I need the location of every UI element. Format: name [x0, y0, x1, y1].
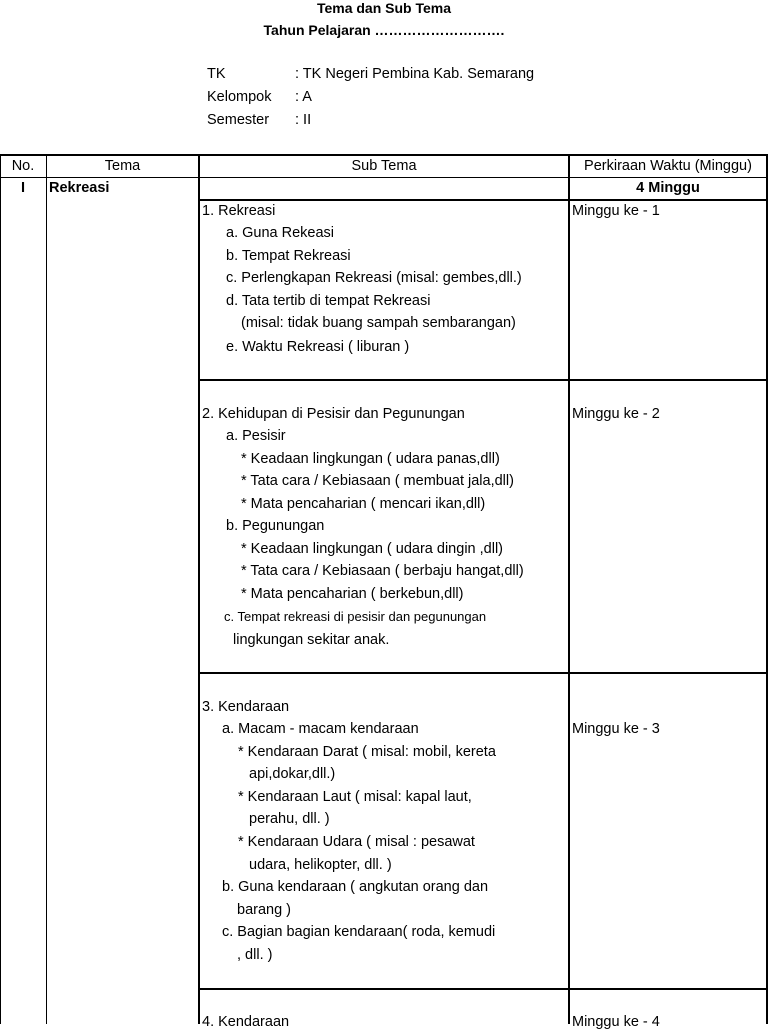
section-2-line: b. Pegunungan: [226, 518, 325, 534]
section-1-border: [198, 379, 768, 381]
section-3-line: b. Guna kendaraan ( angkutan orang dan: [222, 879, 489, 895]
section-3-line: , dll. ): [237, 947, 273, 963]
info-kelompok-value: : A: [295, 89, 312, 105]
section-2-line: * Mata pencaharian ( berkebun,dll): [241, 586, 464, 602]
table-left-border: [0, 154, 1, 1024]
col-divider-no: [46, 154, 47, 1024]
section-3-line: c. Bagian bagian kendaraan( roda, kemudi: [222, 924, 496, 940]
col-divider-subtema: [568, 154, 570, 1024]
section-3-minggu: Minggu ke - 3: [572, 721, 660, 737]
section-4-line: 4. Kendaraan: [202, 1014, 290, 1030]
section-1-line: e. Waktu Rekreasi ( liburan ): [226, 339, 410, 355]
info-semester-value: : II: [295, 112, 312, 128]
col-divider-tema: [198, 154, 200, 1024]
section-3-line: * Kendaraan Udara ( misal : pesawat: [238, 834, 475, 850]
section-2-line: 2. Kehidupan di Pesisir dan Pegunungan: [202, 406, 465, 422]
section-3-line: * Kendaraan Darat ( misal: mobil, kereta: [238, 744, 496, 760]
section-2-line: * Keadaan lingkungan ( udara dingin ,dll): [241, 541, 503, 557]
section-2-line: * Tata cara / Kebiasaan ( berbaju hangat,dll): [241, 563, 524, 579]
row-total-weeks: 4 Minggu: [636, 180, 700, 196]
info-tk-value: : TK Negeri Pembina Kab. Semarang: [295, 66, 535, 82]
section-1-line: (misal: tidak buang sampah sembarangan): [241, 315, 516, 331]
info-semester-key: Semester: [207, 112, 270, 128]
total-row-border: [198, 199, 768, 201]
school-year-label: Tahun Pelajaran ……………………….: [263, 22, 505, 38]
section-3-line: api,dokar,dll.): [249, 766, 336, 782]
section-3-line: perahu, dll. ): [249, 811, 330, 827]
section-2-line: a. Pesisir: [226, 428, 286, 444]
section-1-line: c. Perlengkapan Rekreasi (misal: gembes,dll.): [226, 270, 522, 286]
section-3-line: * Kendaraan Laut ( misal: kapal laut,: [238, 789, 472, 805]
info-kelompok-key: Kelompok: [207, 89, 272, 105]
section-1-line: 1. Rekreasi: [202, 203, 276, 219]
row-number: I: [20, 180, 26, 196]
section-3-line: barang ): [237, 902, 292, 918]
section-2-line: c. Tempat rekreasi di pesisir dan pegunungan: [224, 609, 487, 624]
col-header-tema: Tema: [104, 158, 141, 174]
section-3-line: a. Macam - macam kendaraan: [222, 721, 419, 737]
section-2-border: [198, 672, 768, 674]
col-header-waktu: Perkiraan Waktu (Minggu): [584, 158, 752, 174]
section-4-minggu: Minggu ke - 4: [572, 1014, 660, 1030]
section-2-minggu: Minggu ke - 2: [572, 406, 660, 422]
section-2-line: * Tata cara / Kebiasaan ( membuat jala,dll): [241, 473, 514, 489]
col-header-subtema: Sub Tema: [351, 158, 417, 174]
section-3-border: [198, 988, 768, 990]
section-1-line: a. Guna Rekeasi: [226, 225, 335, 241]
section-3-line: udara, helikopter, dll. ): [249, 857, 392, 873]
section-1-line: d. Tata tertib di tempat Rekreasi: [226, 293, 431, 309]
section-3-line: 3. Kendaraan: [202, 699, 290, 715]
section-1-minggu: Minggu ke - 1: [572, 203, 660, 219]
section-1-line: b. Tempat Rekreasi: [226, 248, 351, 264]
document-title: Tema dan Sub Tema: [316, 0, 452, 16]
section-2-line: * Mata pencaharian ( mencari ikan,dll): [241, 496, 486, 512]
info-tk-key: TK: [207, 66, 226, 82]
col-header-no: No.: [11, 158, 35, 174]
row-tema: Rekreasi: [49, 180, 110, 196]
section-2-line: lingkungan sekitar anak.: [233, 632, 390, 648]
section-2-line: * Keadaan lingkungan ( udara panas,dll): [241, 451, 500, 467]
